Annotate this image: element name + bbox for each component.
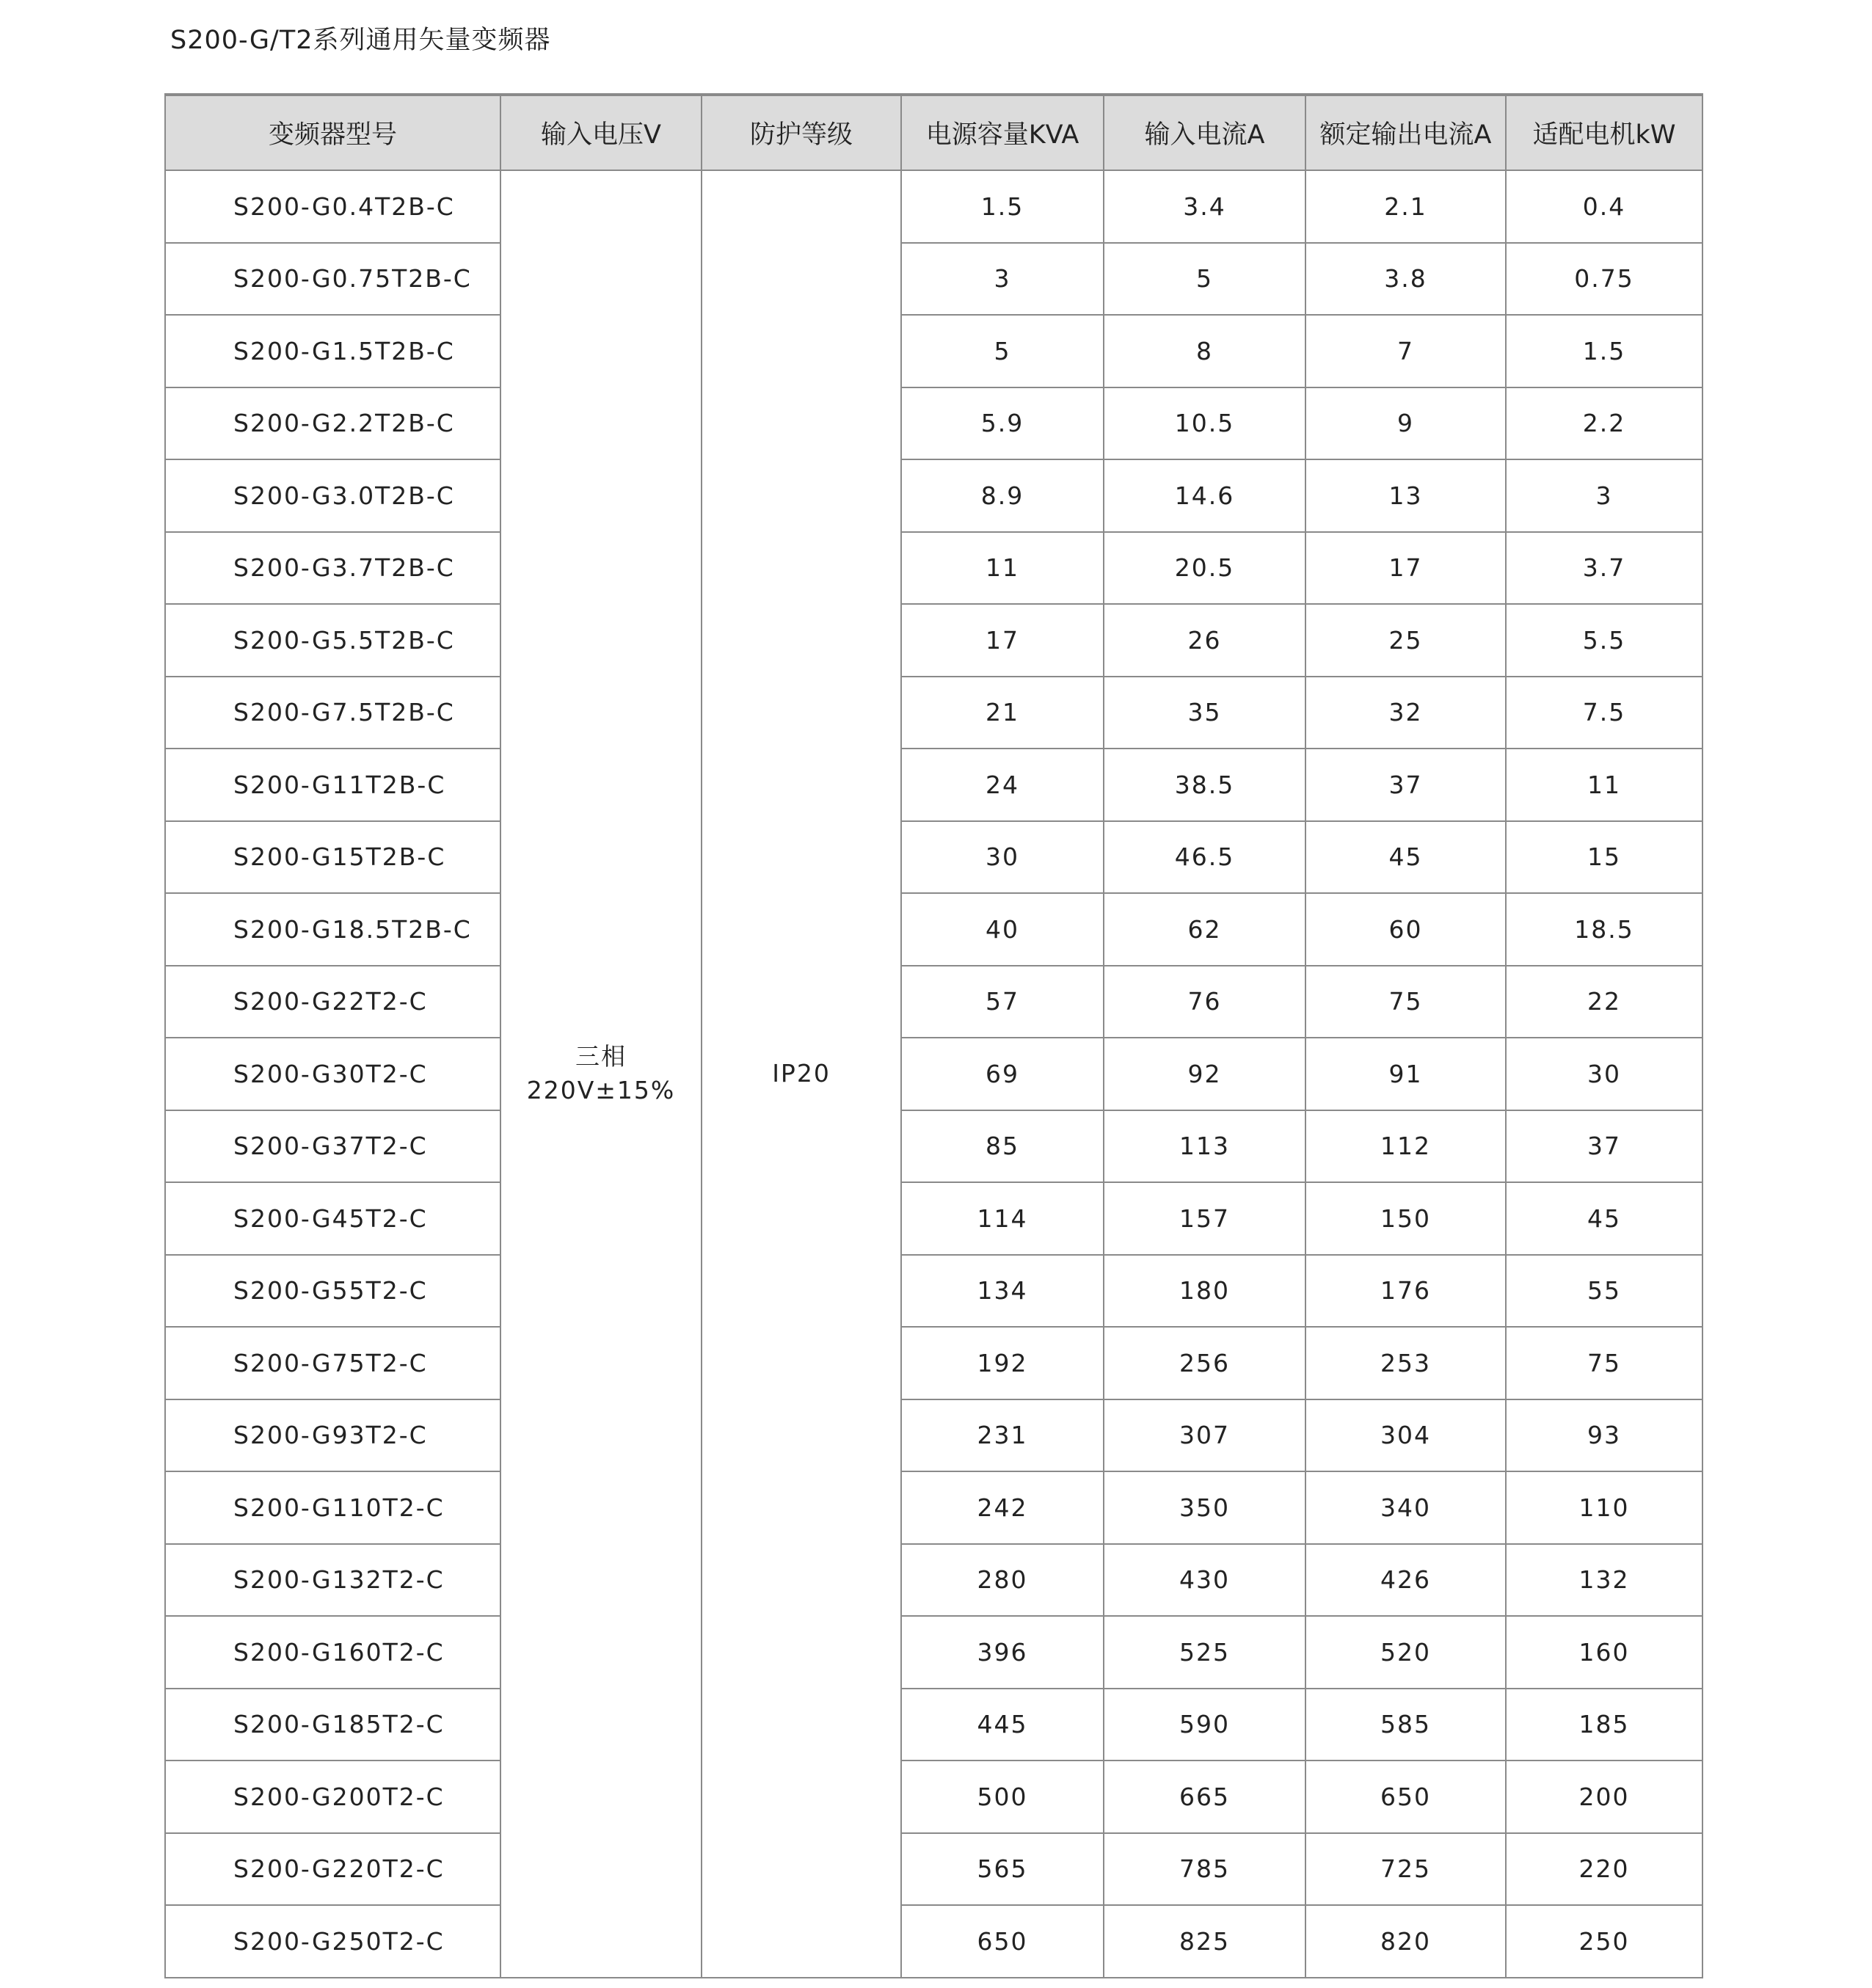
input-current-cell: 590 — [1104, 1689, 1305, 1761]
model-cell: S200-G220T2-C — [165, 1833, 500, 1906]
model-cell: S200-G22T2-C — [165, 966, 500, 1038]
motor-power-cell: 75 — [1506, 1327, 1702, 1399]
table-row — [165, 1182, 1702, 1255]
power-capacity-cell: 5 — [901, 315, 1104, 387]
motor-power-cell: 30 — [1506, 1038, 1702, 1110]
input-current-cell: 525 — [1104, 1616, 1305, 1689]
rated-output-current-cell: 585 — [1305, 1689, 1506, 1761]
model-cell: S200-G75T2-C — [165, 1327, 500, 1399]
input-current-cell: 180 — [1104, 1255, 1305, 1328]
input-current-cell: 157 — [1104, 1182, 1305, 1255]
model-cell: S200-G1.5T2B-C — [165, 315, 500, 387]
motor-power-cell: 160 — [1506, 1616, 1702, 1689]
column-header-input-current: 输入电流A — [1104, 95, 1305, 170]
motor-power-cell: 7.5 — [1506, 677, 1702, 749]
power-capacity-cell: 192 — [901, 1327, 1104, 1399]
power-capacity-cell: 114 — [901, 1182, 1104, 1255]
power-capacity-cell: 57 — [901, 966, 1104, 1038]
motor-power-cell: 5.5 — [1506, 604, 1702, 677]
rated-output-current-cell: 3.8 — [1305, 243, 1506, 316]
column-header-input-voltage: 输入电压V — [500, 95, 702, 170]
model-cell: S200-G45T2-C — [165, 1182, 500, 1255]
table-row — [165, 1761, 1702, 1833]
column-header-model: 变频器型号 — [165, 95, 500, 170]
rated-output-current-cell: 176 — [1305, 1255, 1506, 1328]
table-row — [165, 1399, 1702, 1472]
table-header-row — [165, 95, 1702, 170]
rated-output-current-cell: 2.1 — [1305, 170, 1506, 243]
table-row — [165, 1038, 1702, 1110]
model-cell: S200-G3.7T2B-C — [165, 532, 500, 605]
motor-power-cell: 132 — [1506, 1544, 1702, 1617]
column-header-rated-output-current: 额定输出电流A — [1305, 95, 1506, 170]
table-row — [165, 243, 1702, 316]
input-current-cell: 307 — [1104, 1399, 1305, 1472]
motor-power-cell: 37 — [1506, 1110, 1702, 1183]
power-capacity-cell: 1.5 — [901, 170, 1104, 243]
rated-output-current-cell: 520 — [1305, 1616, 1506, 1689]
model-cell: S200-G15T2B-C — [165, 821, 500, 894]
input-current-cell: 92 — [1104, 1038, 1305, 1110]
table-row — [165, 966, 1702, 1038]
motor-power-cell: 93 — [1506, 1399, 1702, 1472]
model-cell: S200-G185T2-C — [165, 1689, 500, 1761]
table-row — [165, 1471, 1702, 1544]
power-capacity-cell: 85 — [901, 1110, 1104, 1183]
motor-power-cell: 45 — [1506, 1182, 1702, 1255]
power-capacity-cell: 500 — [901, 1761, 1104, 1833]
input-current-cell: 26 — [1104, 604, 1305, 677]
rated-output-current-cell: 60 — [1305, 893, 1506, 966]
motor-power-cell: 3 — [1506, 459, 1702, 532]
table-row — [165, 532, 1702, 605]
power-capacity-cell: 21 — [901, 677, 1104, 749]
input-current-cell: 20.5 — [1104, 532, 1305, 605]
model-cell: S200-G3.0T2B-C — [165, 459, 500, 532]
spec-table — [164, 93, 1703, 1978]
model-cell: S200-G0.4T2B-C — [165, 170, 500, 243]
motor-power-cell: 0.75 — [1506, 243, 1702, 316]
input-current-cell: 38.5 — [1104, 749, 1305, 821]
power-capacity-cell: 242 — [901, 1471, 1104, 1544]
power-capacity-cell: 69 — [901, 1038, 1104, 1110]
power-capacity-cell: 650 — [901, 1905, 1104, 1978]
rated-output-current-cell: 37 — [1305, 749, 1506, 821]
motor-power-cell: 200 — [1506, 1761, 1702, 1833]
motor-power-cell: 22 — [1506, 966, 1702, 1038]
rated-output-current-cell: 91 — [1305, 1038, 1506, 1110]
table-row — [165, 1833, 1702, 1906]
rated-output-current-cell: 725 — [1305, 1833, 1506, 1906]
power-capacity-cell: 8.9 — [901, 459, 1104, 532]
motor-power-cell: 220 — [1506, 1833, 1702, 1906]
input-current-cell: 113 — [1104, 1110, 1305, 1183]
rated-output-current-cell: 13 — [1305, 459, 1506, 532]
power-capacity-cell: 445 — [901, 1689, 1104, 1761]
table-row — [165, 749, 1702, 821]
power-capacity-cell: 30 — [901, 821, 1104, 894]
motor-power-cell: 15 — [1506, 821, 1702, 894]
power-capacity-cell: 231 — [901, 1399, 1104, 1472]
power-capacity-cell: 134 — [901, 1255, 1104, 1328]
power-capacity-cell: 24 — [901, 749, 1104, 821]
input-current-cell: 76 — [1104, 966, 1305, 1038]
model-cell: S200-G18.5T2B-C — [165, 893, 500, 966]
motor-power-cell: 1.5 — [1506, 315, 1702, 387]
rated-output-current-cell: 340 — [1305, 1471, 1506, 1544]
model-cell: S200-G37T2-C — [165, 1110, 500, 1183]
table-row — [165, 1689, 1702, 1761]
model-cell: S200-G0.75T2B-C — [165, 243, 500, 316]
model-cell: S200-G7.5T2B-C — [165, 677, 500, 749]
motor-power-cell: 185 — [1506, 1689, 1702, 1761]
input-voltage-phase: 三相 — [575, 1042, 627, 1071]
rated-output-current-cell: 253 — [1305, 1327, 1506, 1399]
table-row — [165, 1544, 1702, 1617]
power-capacity-cell: 5.9 — [901, 387, 1104, 460]
input-voltage-range: 220V±15% — [526, 1076, 676, 1105]
input-current-cell: 825 — [1104, 1905, 1305, 1978]
model-cell: S200-G55T2-C — [165, 1255, 500, 1328]
model-cell: S200-G250T2-C — [165, 1905, 500, 1978]
table-row — [165, 1616, 1702, 1689]
rated-output-current-cell: 304 — [1305, 1399, 1506, 1472]
rated-output-current-cell: 112 — [1305, 1110, 1506, 1183]
protection-level-cell: IP20 — [702, 170, 901, 1978]
input-current-cell: 8 — [1104, 315, 1305, 387]
rated-output-current-cell: 9 — [1305, 387, 1506, 460]
rated-output-current-cell: 650 — [1305, 1761, 1506, 1833]
table-row — [165, 1255, 1702, 1328]
model-cell: S200-G160T2-C — [165, 1616, 500, 1689]
input-current-cell: 430 — [1104, 1544, 1305, 1617]
power-capacity-cell: 40 — [901, 893, 1104, 966]
rated-output-current-cell: 426 — [1305, 1544, 1506, 1617]
rated-output-current-cell: 25 — [1305, 604, 1506, 677]
input-current-cell: 62 — [1104, 893, 1305, 966]
input-current-cell: 665 — [1104, 1761, 1305, 1833]
motor-power-cell: 18.5 — [1506, 893, 1702, 966]
table-row — [165, 459, 1702, 532]
column-header-motor-power: 适配电机kW — [1506, 95, 1702, 170]
rated-output-current-cell: 75 — [1305, 966, 1506, 1038]
model-cell: S200-G30T2-C — [165, 1038, 500, 1110]
table-row — [165, 1327, 1702, 1399]
model-cell: S200-G110T2-C — [165, 1471, 500, 1544]
model-cell: S200-G5.5T2B-C — [165, 604, 500, 677]
column-header-protection-level: 防护等级 — [702, 95, 901, 170]
table-row — [165, 604, 1702, 677]
input-current-cell: 350 — [1104, 1471, 1305, 1544]
rated-output-current-cell: 45 — [1305, 821, 1506, 894]
input-current-cell: 10.5 — [1104, 387, 1305, 460]
power-capacity-cell: 396 — [901, 1616, 1104, 1689]
input-voltage-cell — [500, 170, 702, 1978]
model-cell: S200-G93T2-C — [165, 1399, 500, 1472]
power-capacity-cell: 565 — [901, 1833, 1104, 1906]
model-cell: S200-G11T2B-C — [165, 749, 500, 821]
motor-power-cell: 3.7 — [1506, 532, 1702, 605]
power-capacity-cell: 280 — [901, 1544, 1104, 1617]
rated-output-current-cell: 820 — [1305, 1905, 1506, 1978]
power-capacity-cell: 3 — [901, 243, 1104, 316]
input-current-cell: 35 — [1104, 677, 1305, 749]
rated-output-current-cell: 7 — [1305, 315, 1506, 387]
input-current-cell: 46.5 — [1104, 821, 1305, 894]
table-row — [165, 170, 1702, 243]
rated-output-current-cell: 32 — [1305, 677, 1506, 749]
model-cell: S200-G132T2-C — [165, 1544, 500, 1617]
motor-power-cell: 250 — [1506, 1905, 1702, 1978]
input-current-cell: 5 — [1104, 243, 1305, 316]
page-title: S200-G/T2系列通用矢量变频器 — [170, 26, 551, 55]
input-current-cell: 3.4 — [1104, 170, 1305, 243]
power-capacity-cell: 17 — [901, 604, 1104, 677]
rated-output-current-cell: 150 — [1305, 1182, 1506, 1255]
table-row — [165, 315, 1702, 387]
motor-power-cell: 2.2 — [1506, 387, 1702, 460]
table-row — [165, 1905, 1702, 1978]
input-current-cell: 256 — [1104, 1327, 1305, 1399]
table-row — [165, 677, 1702, 749]
table-row — [165, 387, 1702, 460]
motor-power-cell: 55 — [1506, 1255, 1702, 1328]
input-current-cell: 785 — [1104, 1833, 1305, 1906]
rated-output-current-cell: 17 — [1305, 532, 1506, 605]
model-cell: S200-G200T2-C — [165, 1761, 500, 1833]
table-row — [165, 893, 1702, 966]
column-header-power-capacity: 电源容量KVA — [901, 95, 1104, 170]
table-body — [165, 170, 1702, 1978]
motor-power-cell: 0.4 — [1506, 170, 1702, 243]
model-cell: S200-G2.2T2B-C — [165, 387, 500, 460]
power-capacity-cell: 11 — [901, 532, 1104, 605]
table-row — [165, 821, 1702, 894]
input-current-cell: 14.6 — [1104, 459, 1305, 532]
table-row — [165, 1110, 1702, 1183]
motor-power-cell: 11 — [1506, 749, 1702, 821]
motor-power-cell: 110 — [1506, 1471, 1702, 1544]
